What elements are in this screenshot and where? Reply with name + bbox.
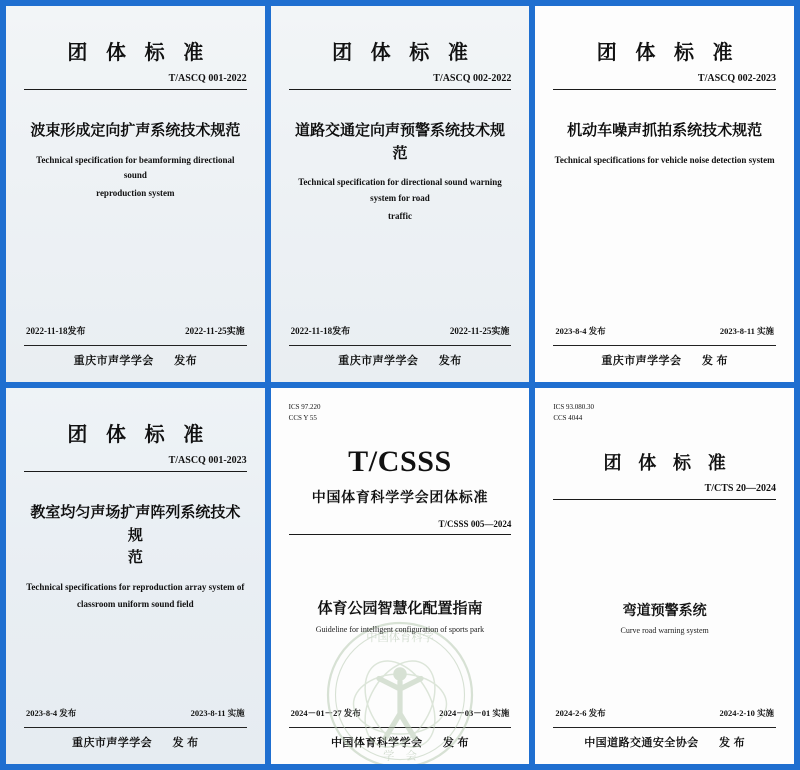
cover-1-code: T/ASCQ 001-2022 bbox=[168, 73, 247, 84]
cover-6-dates bbox=[553, 707, 776, 722]
cover-5-logo: T/CSSS bbox=[348, 445, 452, 478]
standard-cover-2[interactable] bbox=[271, 6, 530, 382]
cover-1-title-en-line1: Technical specification for beamforming directional sound bbox=[36, 154, 235, 181]
cover-5-ics-line1: ICS 97.220 bbox=[288, 403, 321, 411]
standard-cover-5[interactable] bbox=[271, 388, 530, 764]
cover-5-org: 中国体育科学学会团体标准 bbox=[311, 491, 489, 506]
cover-6-title-block bbox=[553, 600, 776, 635]
cover-3-effective-date: 2023-8-11 实施 bbox=[719, 326, 774, 336]
cover-2-dates bbox=[289, 324, 512, 340]
cover-4-title-cn-line2: 范 bbox=[127, 550, 143, 566]
cover-4-effective-date: 2023-8-11 实施 bbox=[190, 708, 245, 718]
cover-3-title-en-line1: Technical specifications for vehicle noise detection system bbox=[554, 154, 775, 165]
cover-2-spacer bbox=[289, 224, 512, 324]
cover-2-title-cn: 道路交通定向声预警系统技术规范 bbox=[294, 123, 505, 162]
cover-3-publish-date: 2023-8-4 发布 bbox=[555, 326, 606, 336]
cover-5-issuer: 中国体育科学学会 bbox=[330, 737, 423, 749]
cover-5-issuer-action: 发 布 bbox=[442, 737, 469, 749]
cover-1-title-en-line2: reproduction system bbox=[96, 188, 175, 198]
cover-2-header: 团 体 标 准 bbox=[332, 42, 475, 64]
cover-1-spacer bbox=[24, 202, 247, 324]
cover-6-ics-line2: CCS 4044 bbox=[553, 413, 583, 422]
cover-3-header: 团 体 标 准 bbox=[596, 42, 740, 64]
cover-4-title-block bbox=[24, 502, 247, 613]
cover-1-title-cn: 波束形成定向扩声系统技术规范 bbox=[30, 123, 241, 139]
cover-4-issuer: 重庆市声学学会 bbox=[72, 737, 153, 749]
cover-4-title-en-line2: classroom uniform sound field bbox=[77, 599, 194, 610]
cover-6-header: 团 体 标 准 bbox=[603, 453, 732, 473]
cover-1-issuer-line bbox=[24, 346, 247, 372]
cover-4-code: T/ASCQ 001-2023 bbox=[168, 455, 247, 466]
cover-2-issuer-line bbox=[289, 346, 512, 372]
cover-6-divider bbox=[553, 499, 776, 500]
cover-1-divider bbox=[24, 89, 247, 90]
cover-3-issuer: 重庆市声学学会 bbox=[601, 355, 682, 367]
cover-6-effective-date: 2024-2-10 实施 bbox=[719, 708, 774, 718]
cover-5-divider bbox=[289, 534, 512, 535]
cover-4-dates bbox=[24, 707, 247, 722]
cover-5-effective-date: 2024－03－01 实施 bbox=[439, 708, 510, 718]
cover-1-header: 团 体 标 准 bbox=[67, 42, 211, 64]
cover-5-issuer-line bbox=[289, 728, 512, 754]
cover-5-ics-block bbox=[289, 402, 512, 423]
cover-4-issuer-line bbox=[24, 728, 247, 754]
cover-6-issuer-line bbox=[553, 728, 776, 754]
svg-text:学 会: 学 会 bbox=[383, 750, 417, 763]
cover-2-title-en-line2: traffic bbox=[388, 210, 412, 221]
cover-6-ics-block bbox=[553, 402, 776, 423]
cover-3-title-block bbox=[553, 120, 776, 168]
cover-6-issuer-action: 发 布 bbox=[719, 737, 746, 749]
cover-5-title-en: Guideline for intelligent configuration of sports park bbox=[315, 625, 485, 634]
cover-5-code: T/CSSS 005—2024 bbox=[438, 519, 512, 529]
cover-6-code: T/CTS 20—2024 bbox=[704, 483, 776, 494]
cover-2-title-en-line1: Technical specification for directional sound warning system for road bbox=[298, 177, 502, 203]
standard-cover-4[interactable] bbox=[6, 388, 265, 764]
cover-3-divider bbox=[553, 89, 776, 90]
cover-6-ics-line1: ICS 93.080.30 bbox=[553, 403, 594, 411]
cover-2-publish-date: 2022-11-18发布 bbox=[290, 326, 351, 336]
cover-2-title-block bbox=[289, 120, 512, 224]
cover-5-ics-line2: CCS Y 55 bbox=[288, 413, 317, 422]
cover-4-issuer-action: 发 布 bbox=[172, 737, 199, 749]
cover-4-title-cn-line1: 教室均匀声场扩声阵列系统技术规 bbox=[30, 505, 241, 544]
cover-4-publish-date: 2023-8-4 发布 bbox=[26, 708, 77, 718]
cover-3-issuer-action: 发 布 bbox=[701, 355, 728, 367]
standard-cover-6[interactable] bbox=[535, 388, 794, 764]
cover-4-header: 团 体 标 准 bbox=[67, 424, 211, 446]
cover-5-dates bbox=[289, 707, 512, 722]
cover-4-divider bbox=[24, 471, 247, 472]
cover-6-spacer bbox=[553, 635, 776, 707]
cover-3-title-cn: 机动车噪声抓拍系统技术规范 bbox=[567, 123, 763, 139]
cover-6-title-en: Curve road warning system bbox=[620, 626, 709, 635]
cover-5-masthead bbox=[289, 427, 512, 507]
cover-1-effective-date: 2022-11-25实施 bbox=[185, 326, 245, 336]
svg-text:中国体育科学: 中国体育科学 bbox=[366, 632, 434, 644]
cover-1-title-block bbox=[24, 120, 247, 202]
cover-1-issuer: 重庆市声学学会 bbox=[73, 355, 154, 367]
cover-2-issuer-action: 发布 bbox=[438, 355, 462, 367]
cover-3-spacer bbox=[553, 168, 776, 325]
cover-5-publish-date: 2024－01－27 发布 bbox=[290, 708, 361, 718]
cover-6-title-cn: 弯道预警系统 bbox=[622, 604, 707, 619]
cover-4-spacer bbox=[24, 613, 247, 707]
cover-5-title-block bbox=[289, 597, 512, 634]
standard-cover-1[interactable] bbox=[6, 6, 265, 382]
cover-1-dates bbox=[24, 324, 247, 340]
cover-1-publish-date: 2022-11-18发布 bbox=[26, 326, 86, 336]
cover-5-title-cn: 体育公园智慧化配置指南 bbox=[317, 601, 483, 617]
cover-2-issuer: 重庆市声学学会 bbox=[338, 355, 419, 367]
cover-6-issuer: 中国道路交通安全协会 bbox=[584, 737, 699, 749]
standard-cover-3[interactable] bbox=[535, 6, 794, 382]
cover-6-publish-date: 2024-2-6 发布 bbox=[555, 708, 606, 718]
cover-1-issuer-action: 发布 bbox=[174, 355, 198, 367]
cover-2-effective-date: 2022-11-25实施 bbox=[449, 326, 510, 336]
cover-3-dates bbox=[553, 325, 776, 340]
cover-2-divider bbox=[289, 89, 512, 90]
cover-3-issuer-line bbox=[553, 346, 776, 372]
cover-5-spacer bbox=[289, 634, 512, 707]
cover-3-code: T/ASCQ 002-2023 bbox=[697, 73, 776, 84]
cover-2-code: T/ASCQ 002-2022 bbox=[433, 73, 512, 84]
cover-4-title-en-line1: Technical specifications for reproduction array system of bbox=[26, 581, 245, 592]
